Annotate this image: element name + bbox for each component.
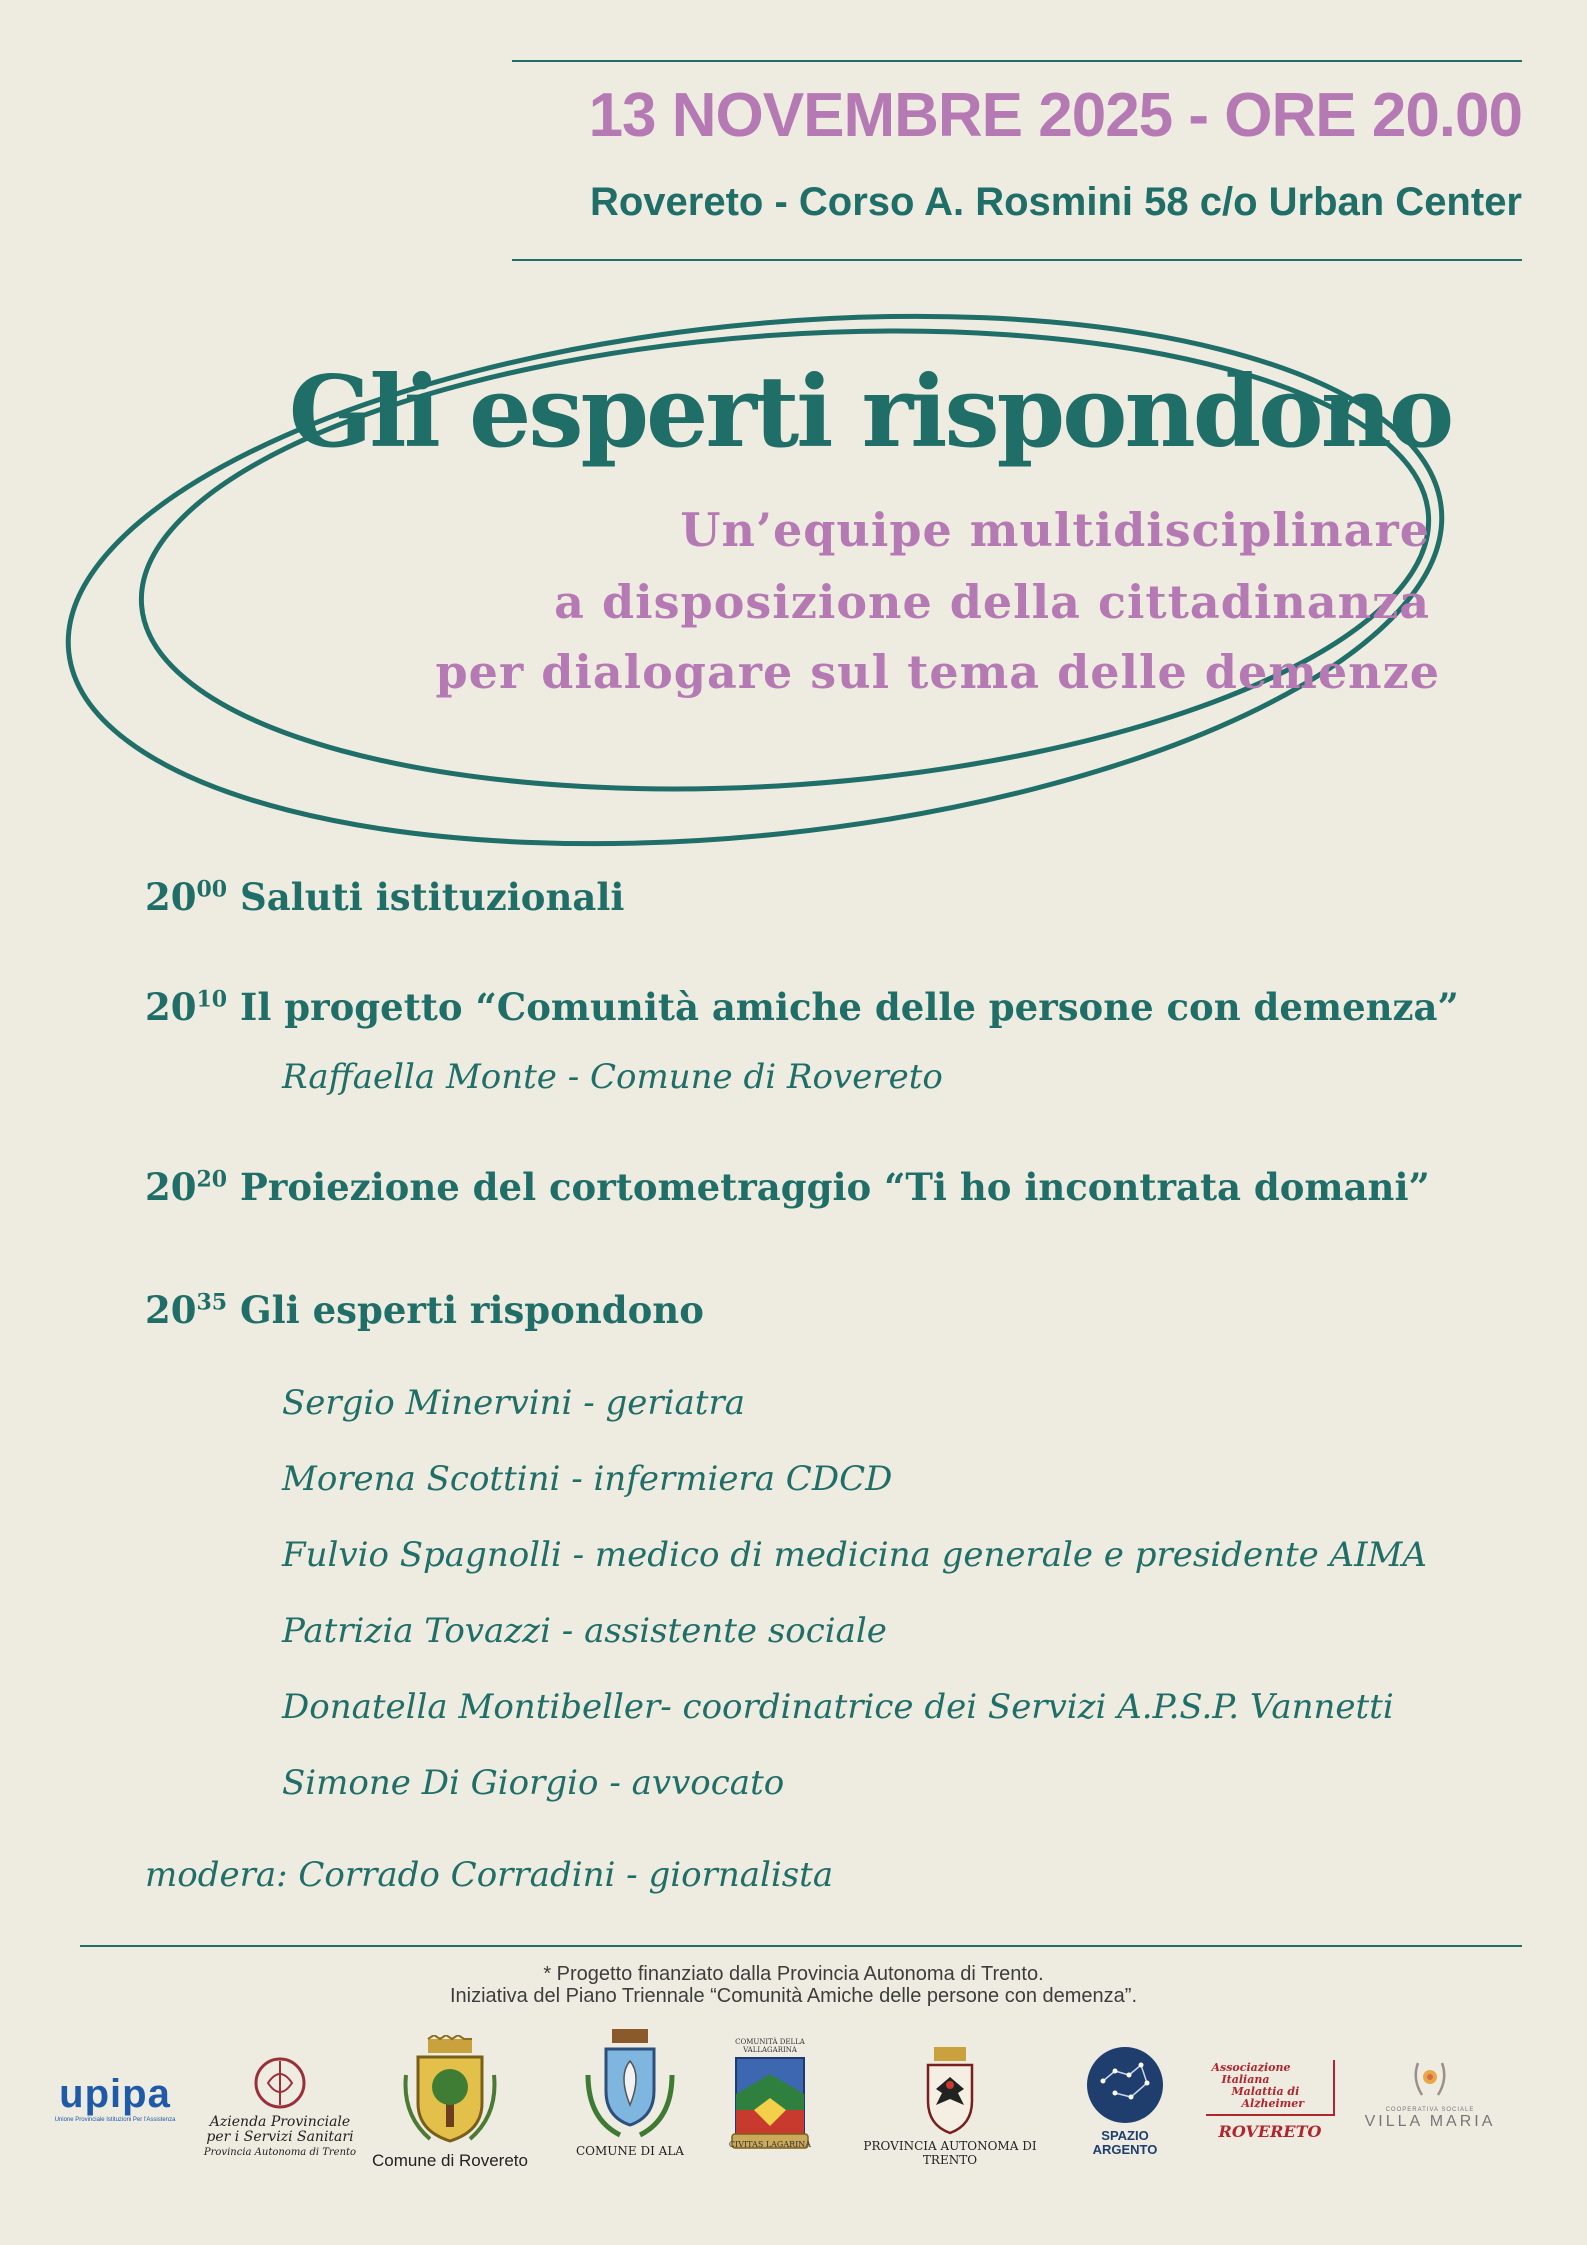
program-item xyxy=(145,875,624,919)
spazio-argento-line-2: ARGENTO xyxy=(1092,2142,1158,2157)
upipa-logo xyxy=(40,2072,190,2123)
footnote-line-2: Iniziativa del Piano Triennale “Comunità Amiche delle persone con demenza”. xyxy=(449,1985,1138,2007)
program-text: Proiezione del cortometraggio “Ti ho incontrata domani” xyxy=(240,1165,1430,1209)
expert-item: Patrizia Tovazzi - assistente sociale xyxy=(282,1611,887,1651)
upipa-tagline: Unione Provinciale Istituzioni Per l'Assistenza xyxy=(54,2117,176,2123)
villa-maria-tagline: COOPERATIVA SOCIALE xyxy=(1385,2107,1475,2113)
villa-maria-name: VILLA MARIA xyxy=(1364,2113,1496,2130)
aima-line-3: Malattia di xyxy=(1231,2085,1300,2098)
program-hour: 20 xyxy=(145,1165,197,1209)
subtitle-line-3: per dialogare sul tema delle demenze xyxy=(435,645,1440,699)
aima-line-2: Italiana xyxy=(1221,2073,1270,2086)
event-date-time: 13 NOVEMBRE 2025 - ORE 20.00 xyxy=(588,81,1522,150)
trento-eagle-emblem-icon xyxy=(920,2045,980,2135)
aima-line-4: Alzheimer xyxy=(1241,2097,1305,2110)
program-hour: 20 xyxy=(145,985,197,1029)
footer-rule xyxy=(80,1945,1522,1947)
comune-rovereto-logo xyxy=(370,2035,530,2171)
apss-emblem-icon xyxy=(252,2055,308,2111)
program-minutes: 10 xyxy=(196,986,228,1013)
program-text: Il progetto “Comunità amiche delle persone con demenza” xyxy=(240,985,1459,1029)
vallagarina-motto: CIVITAS LAGARINA xyxy=(728,2140,812,2149)
program-hour: 20 xyxy=(145,875,197,919)
vallagarina-caption: COMUNITÀ DELLA VALLAGARINA xyxy=(735,2038,805,2054)
aima-city: ROVERETO xyxy=(1218,2122,1322,2141)
apss-line-3: Provincia Autonoma di Trento xyxy=(203,2147,357,2158)
program-hour: 20 xyxy=(145,1288,197,1332)
spazio-argento-constellation-icon xyxy=(1085,2045,1165,2125)
program-speaker: Raffaella Monte - Comune di Rovereto xyxy=(282,1057,943,1097)
rovereto-coat-of-arms-icon xyxy=(400,2035,500,2145)
program-item xyxy=(145,985,1459,1029)
vallagarina-logo xyxy=(715,2038,825,2149)
top-rule xyxy=(512,60,1522,62)
villa-maria-emblem-icon xyxy=(1408,2055,1452,2103)
event-title: Gli esperti rispondono xyxy=(288,355,1452,470)
comune-ala-logo xyxy=(560,2025,700,2158)
program-minutes: 20 xyxy=(196,1166,228,1193)
provincia-trento-logo xyxy=(840,2045,1060,2167)
vallagarina-emblem-icon xyxy=(730,2054,810,2150)
expert-item: Donatella Montibeller- coordinatrice dei Servizi A.P.S.P. Vannetti xyxy=(282,1687,1394,1727)
pat-caption: PROVINCIA AUTONOMA DI TRENTO xyxy=(863,2139,1037,2167)
event-location: Rovereto - Corso A. Rosmini 58 c/o Urban Center xyxy=(589,180,1522,224)
aima-rovereto-logo xyxy=(1200,2060,1340,2141)
ala-caption: COMUNE DI ALA xyxy=(576,2144,684,2158)
subtitle-line-1: Un’equipe multidisciplinare xyxy=(680,503,1430,557)
upipa-wordmark: upipa xyxy=(59,2072,171,2116)
rovereto-caption: Comune di Rovereto xyxy=(372,2151,528,2170)
program-text: Saluti istituzionali xyxy=(240,875,625,919)
footnote-line-1: * Progetto finanziato dalla Provincia Autonoma di Trento. xyxy=(543,1963,1044,1985)
expert-item: Fulvio Spagnolli - medico di medicina generale e presidente AIMA xyxy=(282,1535,1427,1575)
expert-item: Simone Di Giorgio - avvocato xyxy=(282,1763,785,1803)
subtitle-line-2: a disposizione della cittadinanza xyxy=(554,575,1430,629)
apss-line-2: per i Servizi Sanitari xyxy=(206,2129,354,2145)
moderator: modera: Corrado Corradini - giornalista xyxy=(145,1855,834,1895)
apss-logo xyxy=(200,2055,360,2160)
program-text: Gli esperti rispondono xyxy=(240,1288,704,1332)
villa-maria-logo xyxy=(1355,2055,1505,2131)
ala-coat-of-arms-icon xyxy=(580,2025,680,2140)
spazio-argento-line-1: SPAZIO xyxy=(1101,2128,1149,2143)
expert-item: Sergio Minervini - geriatra xyxy=(282,1383,745,1423)
program-minutes: 00 xyxy=(196,876,228,903)
header-bottom-rule xyxy=(512,259,1522,261)
program-item xyxy=(145,1165,1430,1209)
program-minutes: 35 xyxy=(196,1289,228,1316)
expert-item: Morena Scottini - infermiera CDCD xyxy=(282,1459,893,1499)
aima-line-1: Associazione xyxy=(1211,2061,1291,2074)
apss-line-1: Azienda Provinciale xyxy=(209,2114,351,2130)
spazio-argento-logo xyxy=(1075,2045,1175,2157)
program-item xyxy=(145,1288,704,1332)
